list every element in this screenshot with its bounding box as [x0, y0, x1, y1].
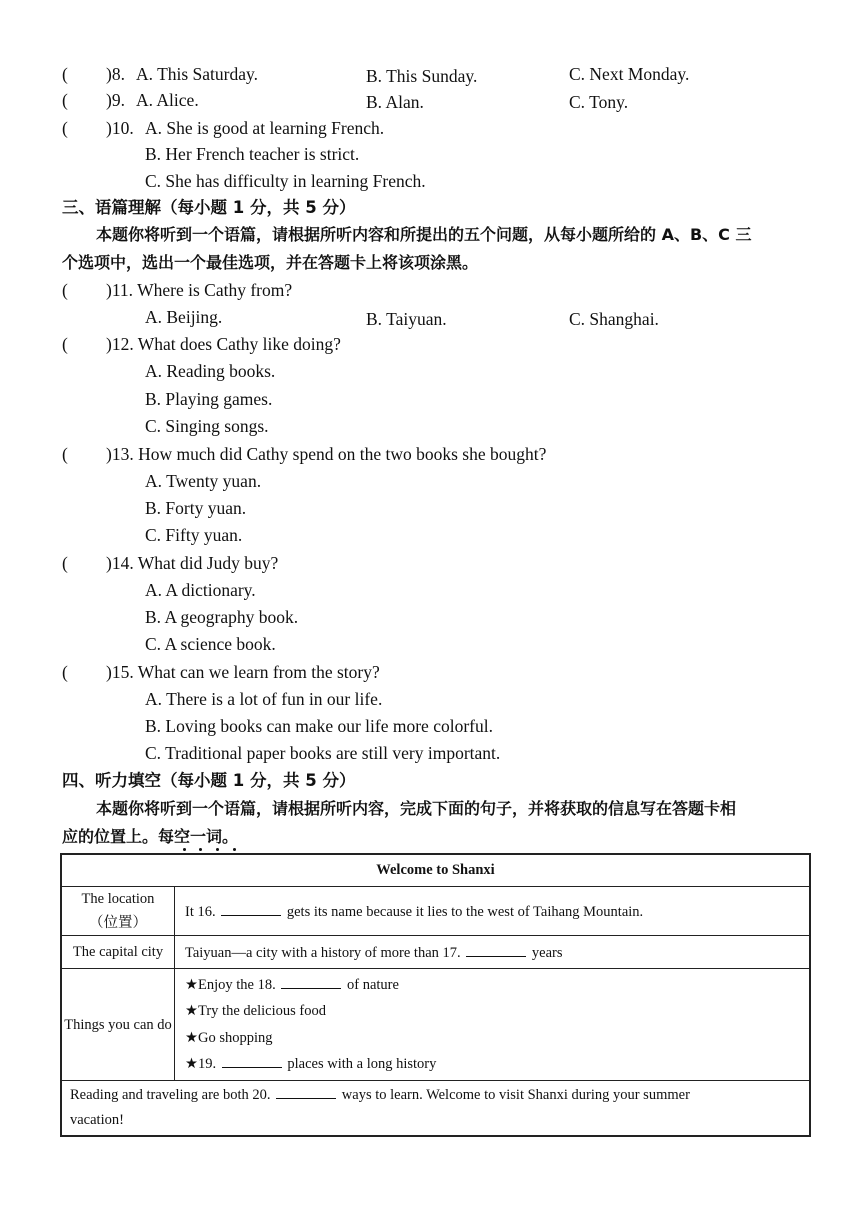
blank-19[interactable] [222, 1053, 282, 1068]
option-c: C. Next Monday. [569, 64, 690, 84]
section-instruction: 本题你将听到一个语篇，请根据所听内容和所提出的五个问题，从每小题所给的 A、B、C 三 [96, 225, 752, 244]
info-table [60, 853, 811, 1137]
item-text: ★19. [185, 1056, 217, 1072]
row-text: Taiyuan—a city with a history of more than 17. [185, 945, 461, 961]
option-c: C. Shanghai. [569, 309, 659, 329]
blank-20[interactable] [276, 1084, 336, 1099]
item-text: of nature [346, 976, 399, 993]
answer-paren[interactable]: ( [62, 280, 68, 300]
blank-18[interactable] [281, 974, 341, 989]
option-b: B. This Sunday. [366, 66, 478, 86]
footer-text: Reading and traveling are both 20. [70, 1087, 271, 1103]
section-instruction: 本题你将听到一个语篇，请根据所听内容，完成下面的句子，并将获取的信息写在答题卡相 [96, 799, 737, 818]
answer-paren[interactable]: ( [62, 444, 68, 464]
option-c: C. Fifty yuan. [145, 525, 243, 545]
row-label-cn: （位置） [89, 915, 147, 931]
option-a: A. Twenty yuan. [145, 471, 262, 491]
option-c: C. Singing songs. [145, 416, 269, 436]
option-c: C. She has difficulty in learning French. [145, 171, 426, 191]
question-stem: )15. What can we learn from the story? [106, 662, 380, 682]
option-b: B. Alan. [366, 92, 424, 112]
footer-text: vacation! [70, 1112, 124, 1128]
question-stem: )11. Where is Cathy from? [106, 280, 293, 300]
option-b: B. Her French teacher is strict. [145, 144, 360, 164]
answer-paren[interactable]: ( [62, 64, 68, 84]
row-content-things [175, 969, 811, 1081]
answer-paren[interactable]: ( [62, 90, 68, 110]
emphasis-dot [183, 848, 186, 851]
option-a: A. Alice. [136, 90, 199, 110]
answer-paren[interactable]: ( [62, 334, 68, 354]
blank-17[interactable] [466, 942, 526, 957]
question-stem: )12. What does Cathy like doing? [106, 334, 341, 354]
question-number: )8. [106, 64, 125, 84]
option-c: C. A science book. [145, 634, 276, 654]
blank-16[interactable] [221, 901, 281, 916]
section-heading: 三、语篇理解（每小题 1 分，共 5 分） [62, 198, 356, 217]
item-text: places with a long history [287, 1056, 437, 1072]
table-title: Welcome to Shanxi [61, 854, 810, 887]
option-a: A. Beijing. [145, 307, 223, 327]
row-content-capital [175, 936, 811, 969]
emphasis-dot [216, 848, 219, 851]
item-text: ★Enjoy the 18. [185, 976, 276, 993]
question-number: )10. [106, 118, 134, 138]
question-number: )9. [106, 90, 125, 110]
option-a: A. Reading books. [145, 361, 276, 381]
list-item [185, 1051, 799, 1078]
footer-line [70, 1083, 801, 1108]
emphasis-dot [233, 848, 236, 851]
answer-paren[interactable]: ( [62, 553, 68, 573]
emphasis-dot [199, 848, 202, 851]
row-text: It 16. [185, 904, 216, 920]
option-a: A. A dictionary. [145, 580, 256, 600]
row-content-location [175, 887, 811, 936]
row-text: years [531, 945, 563, 961]
item-text: ★Go shopping [185, 1029, 273, 1046]
option-c: C. Tony. [569, 92, 629, 112]
option-b: B. Loving books can make our life more colorful. [145, 716, 493, 736]
question-stem: )13. How much did Cathy spend on the two books she bought? [106, 444, 547, 464]
list-item [185, 998, 799, 1025]
option-b: B. A geography book. [145, 607, 299, 627]
row-text: gets its name because it lies to the west of Taihang Mountain. [286, 904, 644, 920]
option-a: A. This Saturday. [136, 64, 259, 84]
option-b: B. Forty yuan. [145, 498, 247, 518]
section-instruction: 个选项中，选出一个最佳选项，并在答题卡上将该项涂黑。 [62, 253, 479, 272]
row-label-things: Things you can do [61, 969, 175, 1081]
list-item [185, 1025, 799, 1052]
list-item [185, 972, 799, 999]
row-label: The location [81, 891, 155, 907]
answer-paren[interactable]: ( [62, 118, 68, 138]
option-b: B. Playing games. [145, 389, 273, 409]
option-a: A. There is a lot of fun in our life. [145, 689, 383, 709]
option-a: A. She is good at learning French. [145, 118, 385, 138]
section-heading: 四、听力填空（每小题 1 分，共 5 分） [62, 771, 356, 790]
option-c: C. Traditional paper books are still very important. [145, 743, 501, 763]
option-b: B. Taiyuan. [366, 309, 447, 329]
item-text: ★Try the delicious food [185, 1003, 326, 1019]
answer-paren[interactable]: ( [62, 662, 68, 682]
question-stem: )14. What did Judy buy? [106, 553, 279, 573]
footer-text: ways to learn. Welcome to visit Shanxi during your summer [341, 1087, 690, 1103]
section-instruction: 应的位置上。每空一词。 [62, 827, 239, 846]
table-footer [61, 1081, 810, 1137]
row-label-location [61, 887, 175, 936]
row-label-capital: The capital city [61, 936, 175, 969]
